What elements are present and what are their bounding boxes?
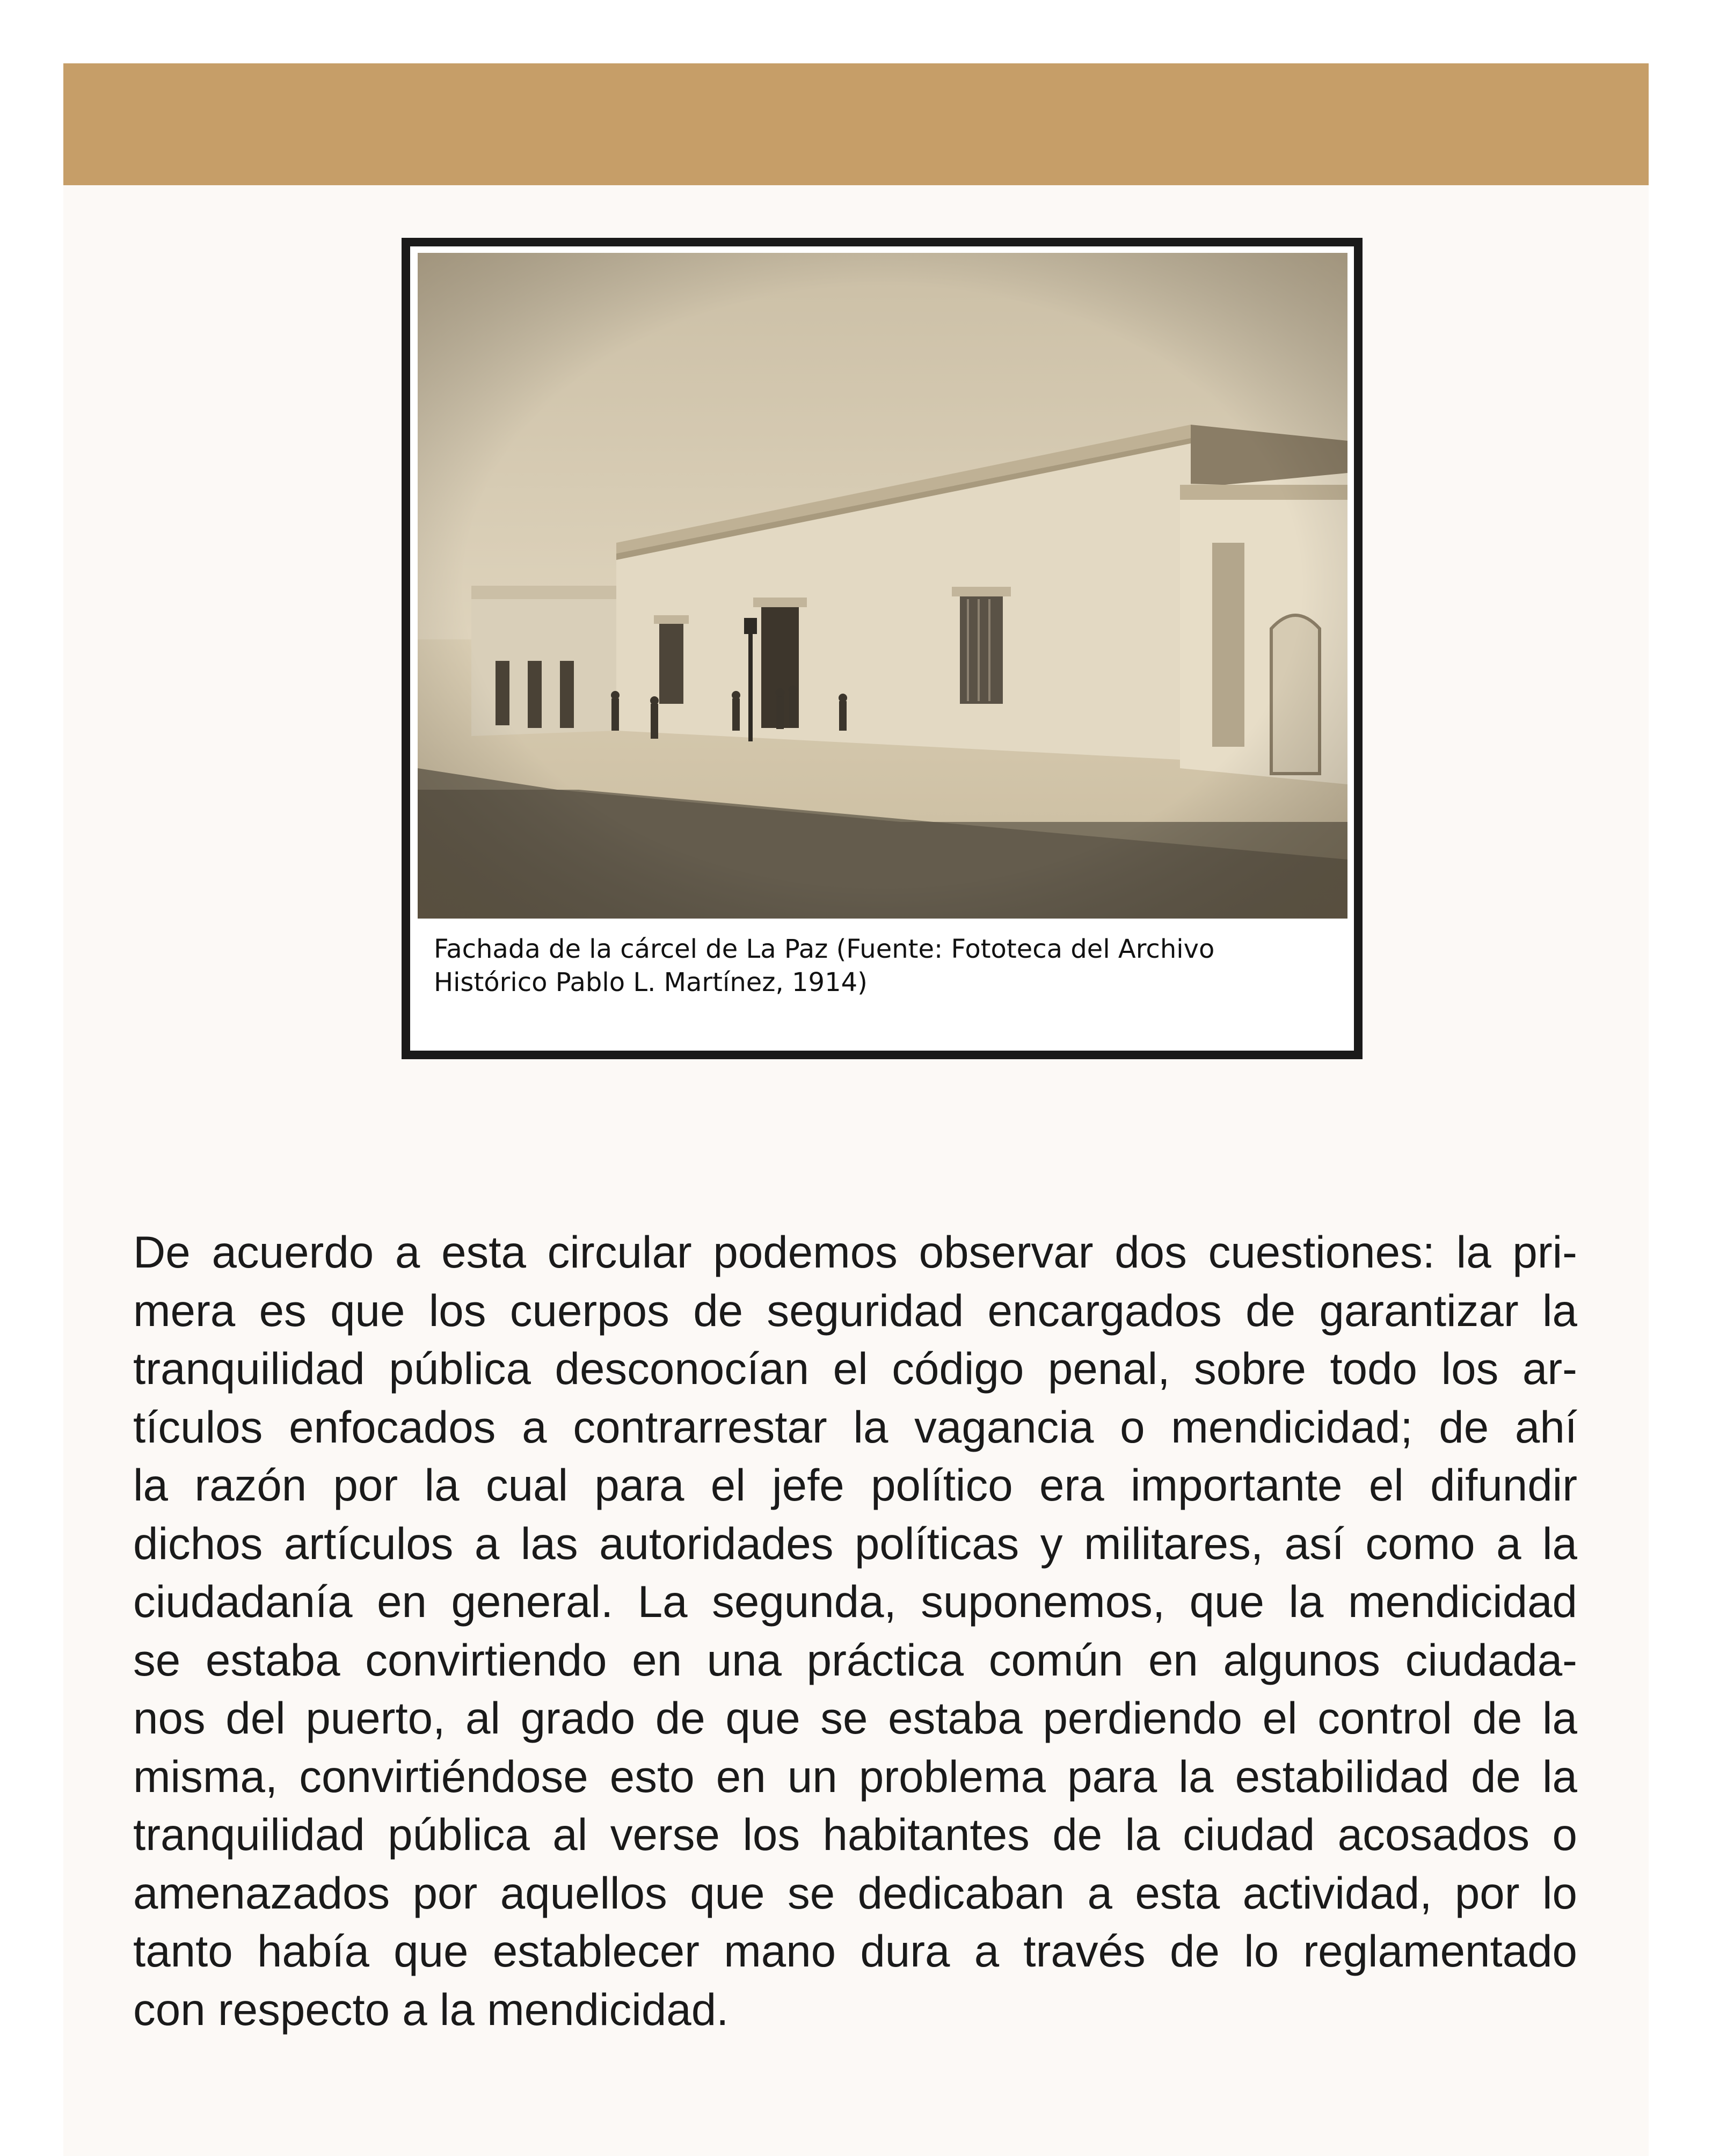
body-line: la razón por la cual para el jefe político era importante el difundir [133,1460,1577,1510]
body-line: tranquilidad pública desconocían el código penal, sobre todo los ar- [133,1343,1577,1394]
figure-frame [402,238,1363,1059]
body-line: amenazados por aquellos que se dedicaban a esta actividad, por lo [133,1867,1577,1918]
body-line: dichos artículos a las autoridades políticas y militares, así como a la [133,1518,1577,1569]
body-line: ciudadanía en general. La segunda, suponemos, que la mendicidad [133,1576,1577,1627]
body-line: misma, convirtiéndose esto en un problema para la estabilidad de la [133,1751,1577,1802]
body-line: tranquilidad pública al verse los habitantes de la ciudad acosados o [133,1809,1577,1860]
body-line: nos del puerto, al grado de que se estaba perdiendo el control de la [133,1693,1577,1743]
figure-caption [434,933,1336,999]
historic-photo-prison-facade [418,253,1347,919]
body-line: se estaba convirtiendo en una práctica común en algunos ciudada- [133,1634,1577,1685]
document-page [63,63,1649,2156]
body-line-last: con respecto a la mendicidad. [133,1984,729,2035]
figure-caption-line-1: Fachada de la cárcel de La Paz (Fuente: Fototeca del Archivo [434,934,1215,964]
body-line: tanto había que establecer mano dura a través de lo reglamentado [133,1926,1577,1976]
prison-facade-illustration [418,253,1347,919]
body-line: De acuerdo a esta circular podemos observar dos cuestiones: la pri- [133,1227,1577,1277]
header-band [63,63,1649,185]
body-line: tículos enfocados a contrarrestar la vagancia o mendicidad; de ahí [133,1401,1577,1452]
body-line: mera es que los cuerpos de seguridad encargados de garantizar la [133,1285,1577,1336]
figure-mat [410,246,1354,1051]
body-paragraph [133,1223,1577,2038]
figure-caption-line-2: Histórico Pablo L. Martínez, 1914) [434,967,868,997]
